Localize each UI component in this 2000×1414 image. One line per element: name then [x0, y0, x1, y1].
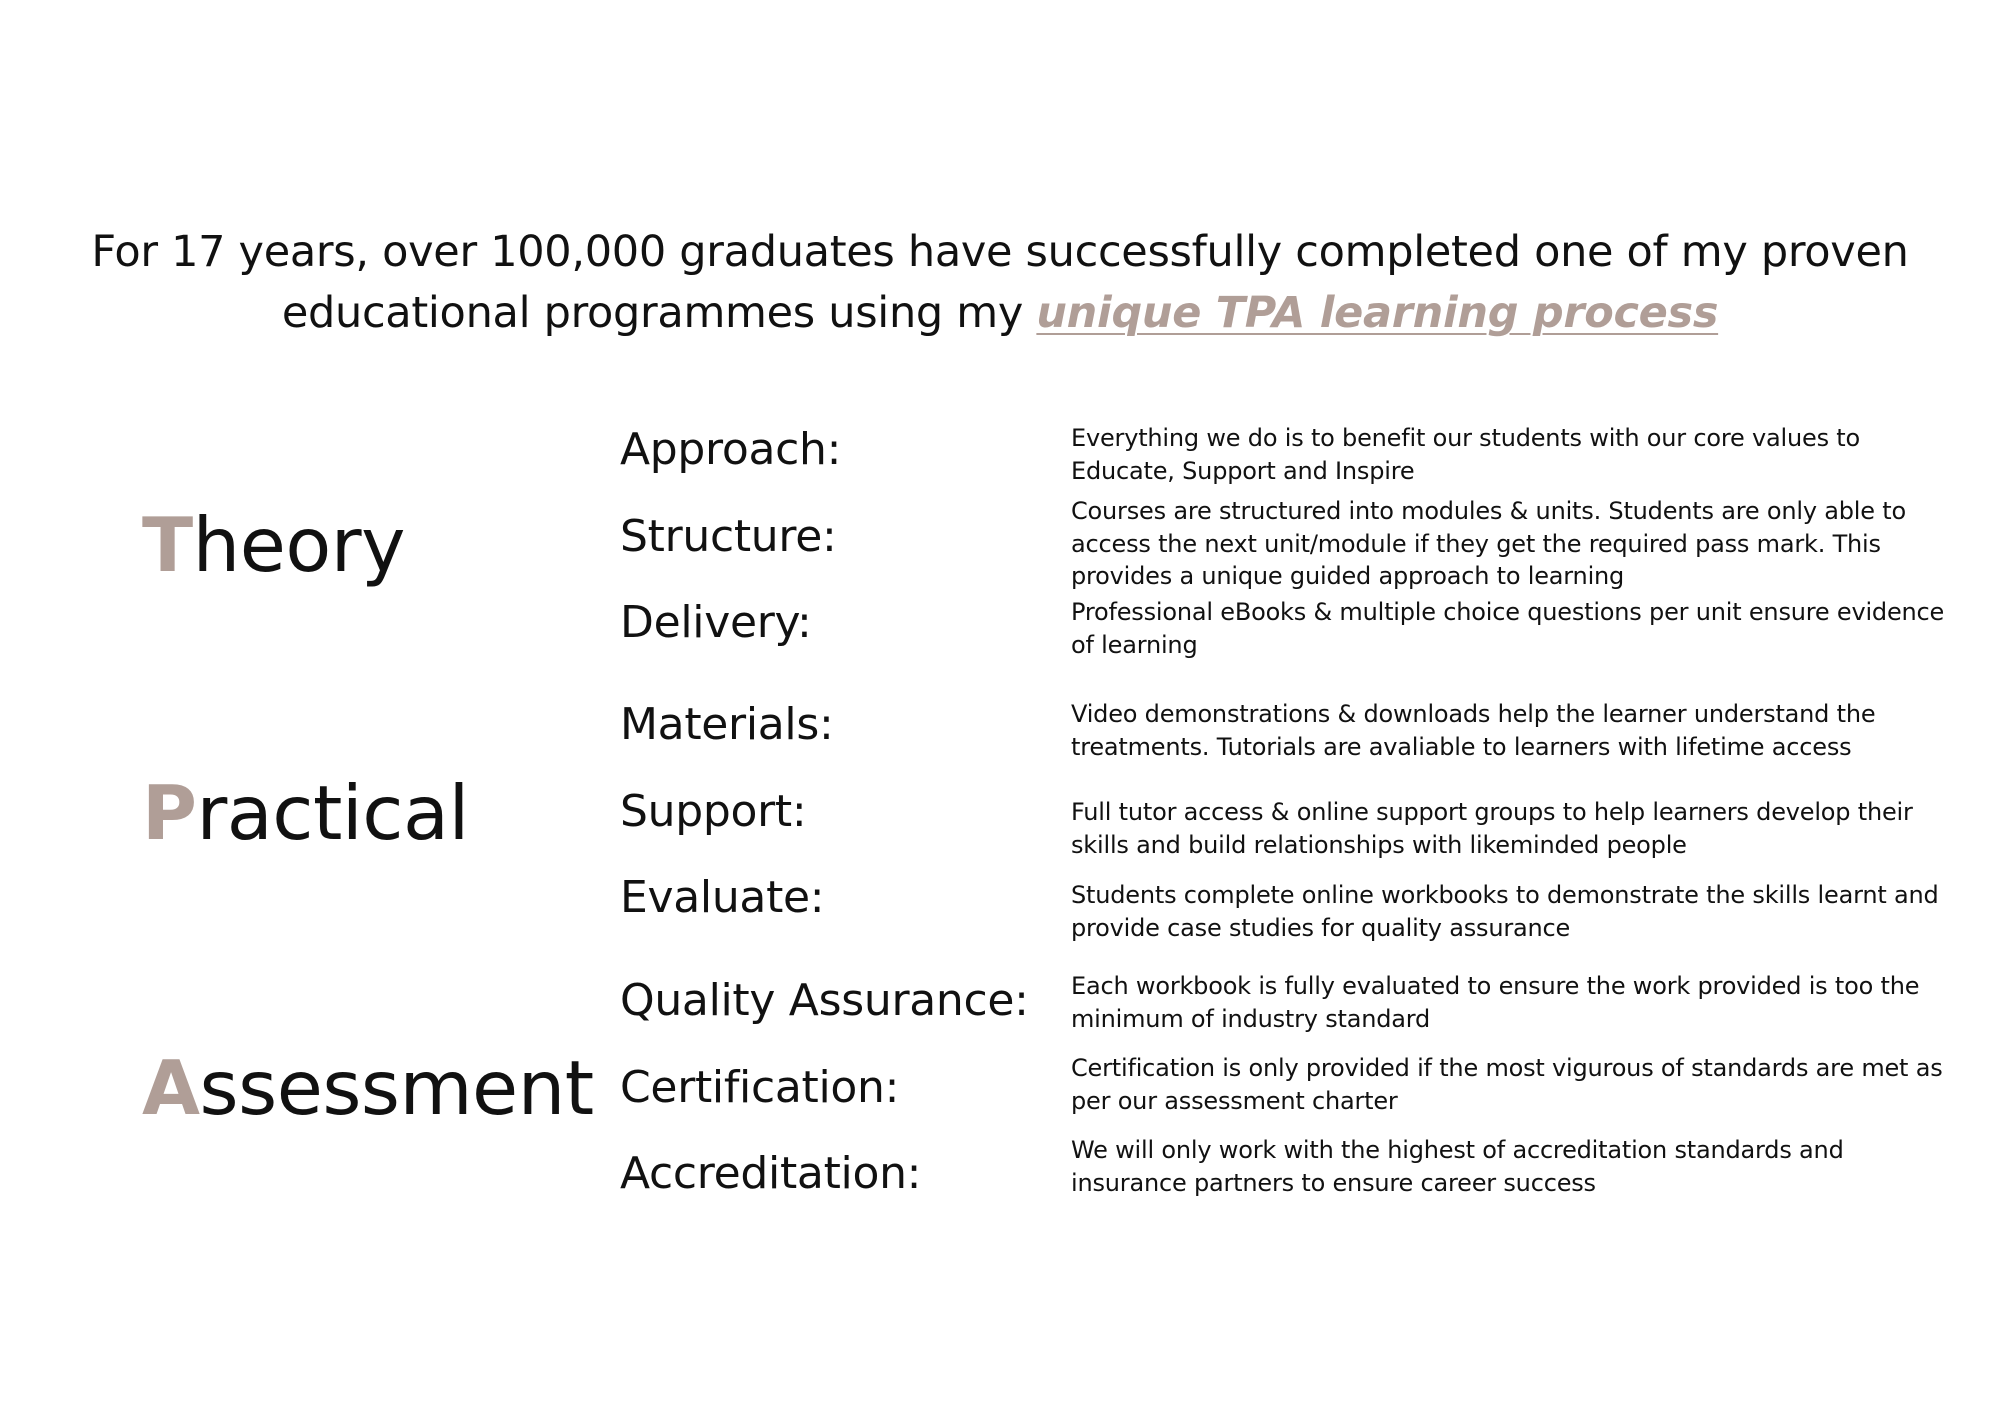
pillar-theory-initial: T [142, 501, 193, 589]
description-delivery: Professional eBooks & multiple choice questions per unit ensure evidence of learning [1071, 598, 1945, 659]
label-structure: Structure: [620, 511, 837, 562]
label-support: Support: [620, 786, 807, 837]
pillar-theory-rest: heory [192, 501, 405, 589]
pillar-practical [142, 768, 469, 858]
description-accreditation: We will only work with the highest of accreditation standards and insurance partners to ensure career success [1071, 1136, 1844, 1197]
pillar-practical-rest: ractical [196, 769, 469, 857]
label-evaluate: Evaluate: [620, 872, 825, 923]
pillar-assessment-rest: ssessment [199, 1044, 594, 1132]
description-quality-assurance: Each workbook is fully evaluated to ensure the work provided is too the minimum of industry standard [1071, 972, 1920, 1033]
label-materials: Materials: [620, 699, 834, 750]
pillar-theory [142, 500, 405, 590]
tpa-learning-process-link[interactable]: unique TPA learning process [1036, 288, 1719, 338]
pillar-practical-initial: P [142, 769, 197, 857]
pillar-assessment [142, 1043, 594, 1133]
label-quality-assurance: Quality Assurance: [620, 975, 1029, 1026]
intro-line-2-prefix: educational programmes using my [281, 288, 1037, 338]
description-evaluate: Students complete online workbooks to demonstrate the skills learnt and provide case studies for quality assurance [1071, 881, 1939, 942]
intro-line-1: For 17 years, over 100,000 graduates have successfully completed one of my proven [91, 227, 1909, 277]
description-approach: Everything we do is to benefit our students with our core values to Educate, Support and Inspire [1071, 424, 1860, 485]
label-accreditation: Accreditation: [620, 1148, 922, 1199]
intro-heading [0, 222, 2000, 344]
description-structure: Courses are structured into modules & units. Students are only able to access the next unit/module if they get the required pass mark. This provides a unique guided approach to learning [1071, 497, 1906, 590]
description-materials: Video demonstrations & downloads help the learner understand the treatments. Tutorials are avaliable to learners with lifetime access [1071, 700, 1876, 761]
label-approach: Approach: [620, 424, 842, 475]
description-certification: Certification is only provided if the most vigurous of standards are met as per our assessment charter [1071, 1054, 1943, 1115]
label-delivery: Delivery: [620, 597, 812, 648]
label-certification: Certification: [620, 1062, 900, 1113]
pillar-assessment-initial: A [142, 1044, 200, 1132]
description-support: Full tutor access & online support groups to help learners develop their skills and build relationships with likeminded people [1071, 798, 1913, 859]
intro-line-2 [0, 283, 2000, 344]
